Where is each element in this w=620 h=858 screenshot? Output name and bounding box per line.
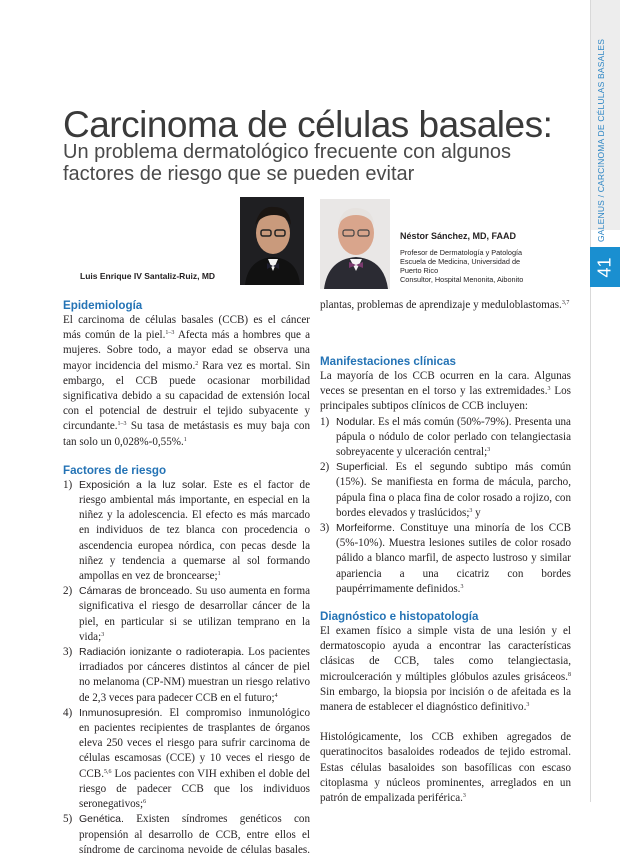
section-heading-epidemiologia: Epidemiología <box>63 299 143 312</box>
author-name-sanchez: Néstor Sánchez, MD, FAAD <box>400 231 517 241</box>
article-subtitle: Un problema dermatológico frecuente con algunos factores de riesgo que se pueden evitar <box>63 141 512 185</box>
list-item: 1) Exposición a la luz solar. Este es el factor de riesgo ambiental más importante, en especial en la niñez y la adolescencia. El efecto es más marcado en individuos de tez blanca con procedencia o ascendencia europea nórdica, con pecas desde la niñez y tendencia a quemarse al sol formando ampollas en vez de broncearse;$^1$ <box>63 478 310 583</box>
paragraph: La mayoría de los CCB ocurren en la cara. Algunas veces se presentan en el torso y las extremidades.$^3$ Los principales subtipos clínicos de CCB incluyen: <box>320 370 571 413</box>
section-heading-manifestaciones: Manifestaciones clínicas <box>320 355 456 368</box>
portrait-icon <box>320 199 390 289</box>
list-item: 2) Superficial. Es el segundo subtipo más común (15%). Se manifiesta en forma de mácula, parcho, pápula fina o placa fina de color rosado a rojizo, con bordes elevados y traslúcidos;$^3$ y <box>320 461 571 519</box>
list-item: 5) Genética. Existen síndromes genéticos con propensión al desarrollo de CCB, entre ellos el síndrome de carcinoma nevoide de células basales. <box>63 813 310 856</box>
list-item: 3) Radiación ionizante o radioterapia. Los pacientes irradiados por cánceres distintos al cáncer de piel no melanoma (CP-NM) muestran un riesgo relativo de 2,3 veces para padecer CCB en el futuro;$^4$ <box>63 646 310 704</box>
author-photo-sanchez <box>320 199 390 289</box>
paragraph: El examen físico a simple vista de una lesión y el dermatoscopio ayuda a encontrar las características clásicas de CCB, tales como telangiectasia, microulceración y múltiples glóbulos azules grisáceos.$^8$ Sin embargo, la biopsia por incisión o de afeitada es la manera de establecer el diagnóstico definitivo.$^3$ <box>320 625 571 714</box>
text-column-right <box>320 298 571 806</box>
page-number: 41 <box>594 256 615 278</box>
author-affiliation <box>400 248 580 284</box>
clinical-subtype-list <box>320 415 571 597</box>
list-item: 2) Cámaras de bronceado. Su uso aumenta en forma significativa el riesgo de desarrollar cáncer de la piel, en particular si se utilizan temprano en la vida;$^3$ <box>63 585 310 643</box>
author-photo-santaliz <box>240 197 304 285</box>
section-heading-diagnostico: Diagnóstico e histopatología <box>320 610 479 624</box>
list-item: 4) Inmunosupresión. El compromiso inmunológico en pacientes recipientes de trasplantes de órganos eleva 250 veces el riesgo para sufrir carcinoma de células escamosas (CCE) y 10 veces el riesgo de CCB.$^{5,6}$ Los pacientes con VIH exhiben el doble del riesgo de padecer CCB que los individuos seronegativos;$^6$ <box>63 706 310 811</box>
affiliation-line: Profesor de Dermatología y Patología <box>400 248 523 257</box>
author-name-santaliz: Luis Enrique IV Santaliz-Ruiz, MD <box>80 271 216 281</box>
page-number-tab <box>590 247 620 287</box>
portrait-icon <box>240 197 304 285</box>
affiliation-line: Escuela de Medicina, Universidad de <box>400 257 521 266</box>
affiliation-line: Consultor, Hospital Menonita, Aibonito <box>400 275 524 284</box>
risk-factor-list <box>63 478 310 858</box>
paragraph-continued: plantas, problemas de aprendizaje y meduloblastomas.$^{3,7}$ <box>320 299 570 312</box>
section-heading-factores: Factores de riesgo <box>63 463 167 477</box>
list-item: 3) Morfeiforme. Constituye una minoría de los CCB (5%-10%). Muestra lesiones sutiles de color rosado pálido a blanco marfil, de aspecto lustroso y similar apariencia a una cicatriz con bordes paupérrimamente definidos.$^3$ <box>320 522 571 595</box>
sidebar-divider <box>590 0 591 802</box>
text-column-left <box>63 298 310 858</box>
article-title: Carcinoma de células basales: <box>63 104 553 145</box>
list-item: 1) Nodular. Es el más común (50%-79%). Presenta una pápula o nódulo de color perlado con telangiectasia sobreyacente y ulceración central;$^3$ <box>320 415 571 459</box>
paragraph: Histológicamente, los CCB exhiben agregados de queratinocitos basaloides rodeados de tejido estromal. Estas células basaloides son basofílicas con escaso citoplasma y núcleos prominentes, arreglados en un patrón de empalizada periférica.$^3$ <box>320 731 571 805</box>
paragraph: El carcinoma de células basales (CCB) es el cáncer más común de la piel.$^{1-3}$ Afecta más a hombres que a mujeres. Sobre todo, a mayor edad se observa una mayor incidencia del mismo.$^2$ Rara vez es mortal. Sin embargo, el CCB puede ocasionar morbilidad significativa debido a su capacidad de extensión local con el potencial de destruir el tejido subyacente y circundante.$^{1-3}$ Su tasa de metástasis es muy baja con tan solo un 0,028%-0,55%.$^1$ <box>63 314 311 448</box>
affiliation-line: Puerto Rico <box>400 266 439 275</box>
